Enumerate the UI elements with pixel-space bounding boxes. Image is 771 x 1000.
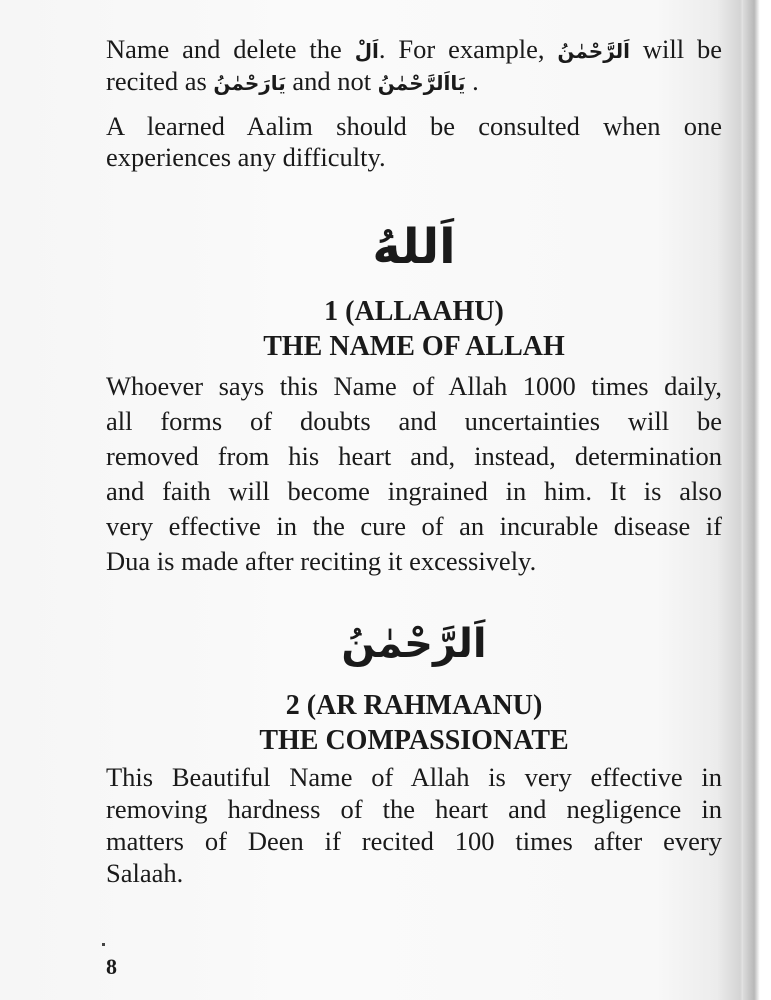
page-edge — [743, 0, 771, 1000]
arabic-ya-rahmaanu: يَارَحْمٰنُ — [213, 71, 286, 95]
intro-text: recited as — [106, 66, 207, 96]
ar-rahmaanu-calligraphy: اَلرَّحْمٰنُ — [341, 621, 487, 667]
section1-line: very effective in the cure of an incurable disease if — [106, 511, 722, 541]
section2-line: removing hardness of the heart and negligence in — [106, 794, 722, 824]
intro-para2-line-1: A learned Aalim should be consulted when one — [106, 111, 722, 141]
page-mark — [102, 943, 105, 946]
section1-line: and faith will become ingrained in him. It is also — [106, 476, 722, 506]
section1-line: Dua is made after reciting it excessively. — [106, 546, 537, 576]
arabic-ar-rahmaanu: اَلرَّحْمٰنُ — [557, 39, 631, 63]
intro-line-1 — [106, 34, 722, 67]
section2-number-title: 2 (AR RAHMAANU) — [285, 690, 543, 721]
section2-line: Salaah. — [106, 858, 184, 888]
section1-line: removed from his heart and, instead, determination — [106, 441, 722, 471]
intro-text: will be — [642, 34, 723, 64]
section2-subtitle: THE COMPASSIONATE — [259, 725, 569, 756]
section1-line: all forms of doubts and uncertainties will be — [106, 406, 722, 436]
page-number: 8 — [106, 954, 117, 979]
intro-text: . — [472, 66, 479, 96]
intro-text: and not — [292, 66, 372, 96]
arabic-al: اَلْ — [354, 39, 379, 63]
section2-line: This Beautiful Name of Allah is very effective in — [106, 762, 722, 792]
arabic-ya-ar-rahmaanu: يَااَلرَّحْمٰنُ — [377, 71, 466, 95]
allaahu-calligraphy: اَللهُ — [372, 219, 456, 275]
section2-line: matters of Deen if recited 100 times after every — [106, 826, 722, 856]
section1-subtitle: THE NAME OF ALLAH — [263, 331, 565, 362]
intro-text: Name and delete the — [106, 34, 342, 64]
intro-text: . For example, — [378, 34, 545, 64]
intro-para2-line-2: experiences any difficulty. — [106, 142, 386, 172]
section1-number-title: 1 (ALLAAHU) — [324, 296, 504, 327]
section1-line: Whoever says this Name of Allah 1000 times daily, — [106, 371, 722, 401]
intro-line-2 — [106, 66, 722, 99]
